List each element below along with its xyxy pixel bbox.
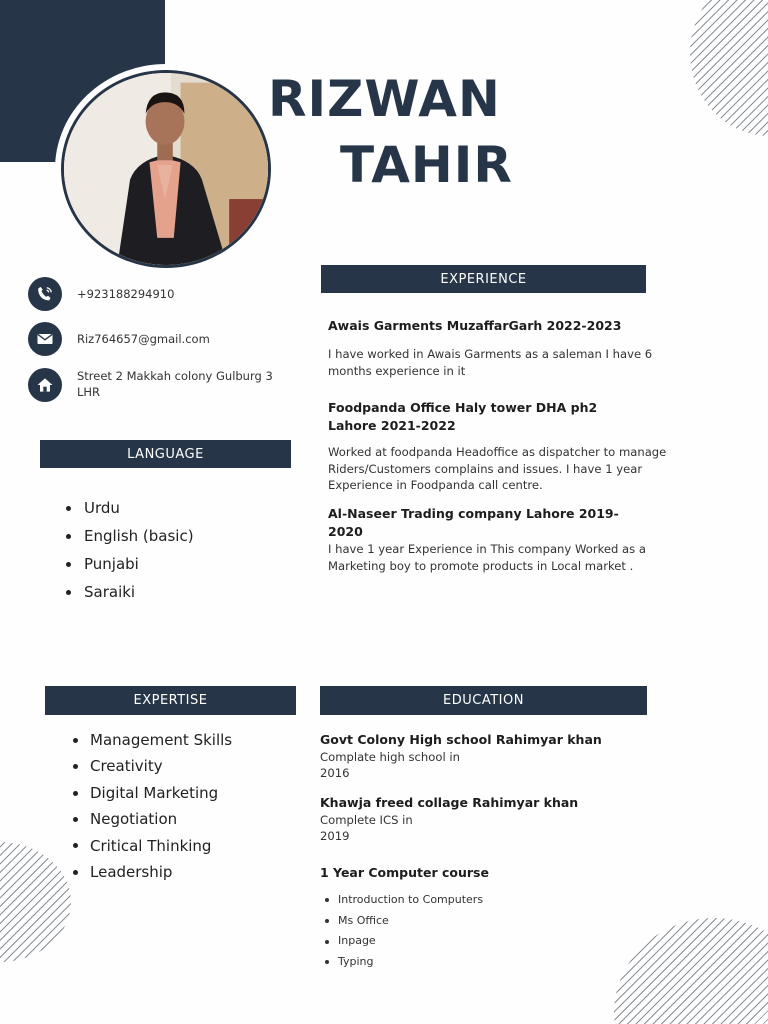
experience-entry xyxy=(328,399,698,494)
experience-entry xyxy=(328,505,698,574)
education-detail: Complate high school in xyxy=(320,750,460,764)
contact-phone xyxy=(28,277,297,311)
experience-description: I have worked in Awais Garments as a saleman I have 6 months experience in it xyxy=(328,347,653,378)
list-item: Critical Thinking xyxy=(73,833,232,859)
education-entry xyxy=(320,794,660,844)
list-item: Inpage xyxy=(325,931,483,952)
experience-title: Awais Garments MuzaffarGarh 2022-2023 xyxy=(328,318,622,333)
education-year: 2019 xyxy=(320,829,350,843)
expertise-heading: EXPERTISE xyxy=(45,686,296,715)
name-last: TAHIR xyxy=(340,136,513,194)
education-entry xyxy=(320,731,660,781)
list-item: English (basic) xyxy=(66,522,194,550)
list-item: Creativity xyxy=(73,753,232,779)
list-item: Digital Marketing xyxy=(73,780,232,806)
home-icon xyxy=(28,368,62,402)
hatched-circle-decoration xyxy=(0,842,71,962)
list-item: Typing xyxy=(325,952,483,973)
list-item: Saraiki xyxy=(66,578,194,606)
course-list xyxy=(325,890,483,973)
education-detail: Complete ICS in xyxy=(320,813,413,827)
contact-address xyxy=(28,368,297,402)
school-name: Govt Colony High school Rahimyar khan xyxy=(320,732,602,747)
education-year: 2016 xyxy=(320,766,350,780)
experience-description: Worked at foodpanda Headoffice as dispatcher to manage Riders/Customers complains and issues. I have 1 year Experience in Foodpanda call centre. xyxy=(328,445,667,492)
education-heading: EDUCATION xyxy=(320,686,647,715)
experience-entry xyxy=(328,317,698,379)
experience-title: Foodpanda Office Haly tower DHA ph2 Lahore 2021-2022 xyxy=(328,400,598,433)
list-item: Management Skills xyxy=(73,727,232,753)
course-title: 1 Year Computer course xyxy=(320,865,489,880)
hatched-circle-decoration xyxy=(690,0,768,136)
list-item: Punjabi xyxy=(66,550,194,578)
list-item: Urdu xyxy=(66,494,194,522)
language-heading: LANGUAGE xyxy=(40,440,291,468)
school-name: Khawja freed collage Rahimyar khan xyxy=(320,795,579,810)
list-item: Leadership xyxy=(73,859,232,885)
email-text: Riz764657@gmail.com xyxy=(77,332,210,346)
name-first: RIZWAN xyxy=(268,70,501,128)
experience-title: Al-Naseer Trading company Lahore 2019-2020 xyxy=(328,506,619,539)
course-entry xyxy=(320,864,660,882)
mail-icon xyxy=(28,322,62,356)
expertise-list xyxy=(73,727,232,885)
list-item: Ms Office xyxy=(325,911,483,932)
phone-icon xyxy=(28,277,62,311)
language-list xyxy=(66,494,194,606)
phone-text: +923188294910 xyxy=(77,287,175,301)
address-text: Street 2 Makkah colony Gulburg 3 LHR xyxy=(77,369,273,399)
hatched-circle-decoration xyxy=(614,918,768,1024)
experience-heading: EXPERIENCE xyxy=(321,265,646,293)
profile-photo xyxy=(61,70,271,268)
experience-description: I have 1 year Experience in This company Worked as a Marketing boy to promote products in Local market . xyxy=(328,542,646,573)
list-item: Introduction to Computers xyxy=(325,890,483,911)
contact-email xyxy=(28,322,297,356)
list-item: Negotiation xyxy=(73,806,232,832)
